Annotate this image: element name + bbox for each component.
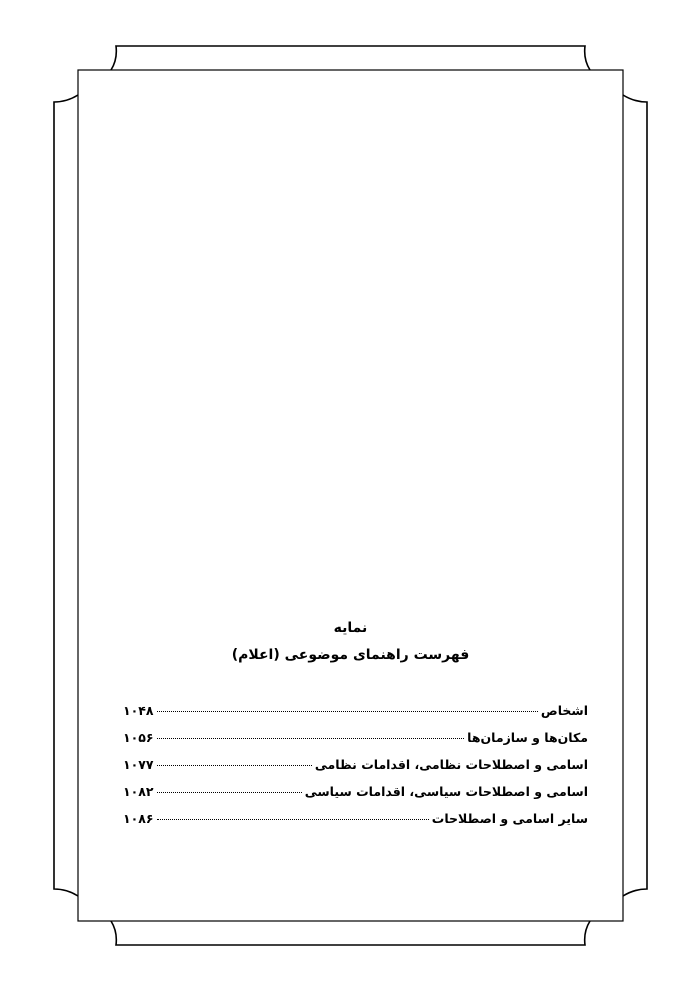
toc-entry[interactable]: [123, 757, 588, 784]
toc-entry-label: اسامی و اصطلاحات نظامی، اقدامات نظامی: [314, 757, 588, 772]
toc-entry[interactable]: [123, 784, 588, 811]
dot-leader: [157, 765, 312, 766]
frame-left-tab: [54, 95, 78, 896]
dot-leader: [157, 819, 429, 820]
toc-entry-page: ۱۰۷۷: [123, 757, 154, 772]
table-of-contents: [123, 703, 588, 838]
toc-entry[interactable]: [123, 811, 588, 838]
frame-bottom-tab: [111, 921, 590, 945]
page-content: [78, 70, 623, 920]
toc-entry-page: ۱۰۵۶: [123, 730, 154, 745]
page-title: نمایه: [333, 620, 368, 636]
toc-entry-page: ۱۰۸۲: [123, 784, 154, 799]
dot-leader: [157, 792, 302, 793]
dot-leader: [157, 738, 465, 739]
page-subtitle: فهرست راهنمای موضوعی (اعلام): [231, 647, 470, 663]
toc-entry-label: سایر اسامی و اصطلاحات: [431, 811, 588, 826]
toc-entry-page: ۱۰۸۶: [123, 811, 154, 826]
frame-top-tab: [111, 46, 590, 70]
frame-right-tab: [623, 95, 647, 896]
toc-entry-label: اشخاص: [540, 703, 588, 718]
toc-entry[interactable]: [123, 730, 588, 757]
dot-leader: [157, 711, 538, 712]
toc-entry[interactable]: [123, 703, 588, 730]
toc-entry-label: مکان‌ها و سازمان‌ها: [467, 730, 588, 745]
toc-entry-page: ۱۰۴۸: [123, 703, 154, 718]
toc-entry-label: اسامی و اصطلاحات سیاسی، اقدامات سیاسی: [304, 784, 588, 799]
